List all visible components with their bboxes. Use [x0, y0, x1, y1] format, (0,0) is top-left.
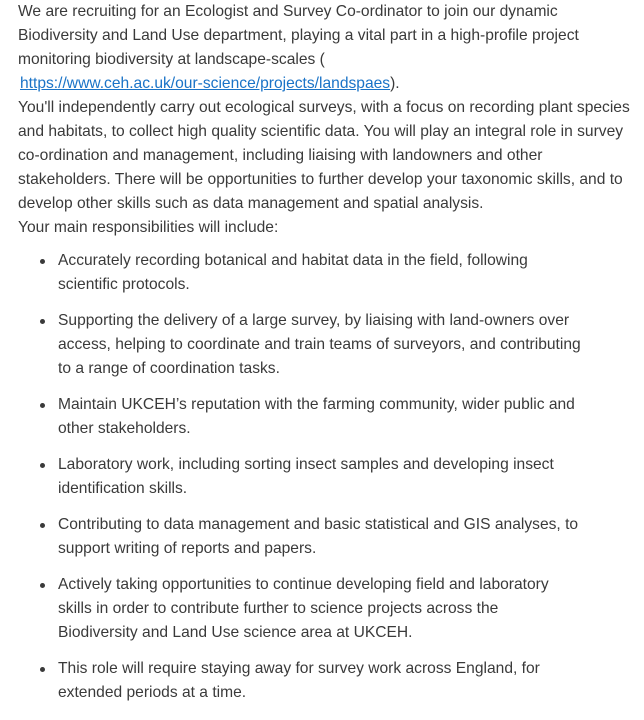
intro-text-end: ). [390, 75, 400, 92]
list-item-text: Laboratory work, including sorting insect samples and developing insect identification skills. [58, 456, 554, 497]
list-item [40, 657, 558, 705]
bullet-icon [40, 259, 45, 264]
list-item-text: Maintain UKCEH’s reputation with the farming community, wider public and other stakeholders. [58, 396, 575, 437]
list-item [40, 573, 558, 645]
project-link[interactable]: https://www.ceh.ac.uk/our-science/projects/landspaes [20, 75, 391, 92]
list-item-text: This role will require staying away for survey work across England, for extended periods at a time. [58, 660, 540, 701]
list-item [40, 453, 578, 501]
list-item [40, 309, 586, 381]
list-item-text: Contributing to data management and basic statistical and GIS analyses, to support writing of reports and papers. [58, 516, 579, 557]
bullet-icon [40, 403, 45, 408]
intro-text: We are recruiting for an Ecologist and Survey Co-ordinator to join our dynamic Biodiversity and Land Use department, playing a vital part in a high-profile project monitoring biodiversity at landscape-scales ( [18, 3, 579, 68]
bullet-icon [40, 319, 45, 324]
list-item-text: Accurately recording botanical and habitat data in the field, following scientific protocols. [58, 252, 528, 293]
list-item [40, 513, 600, 561]
list-item [40, 249, 576, 297]
list-item [40, 393, 598, 441]
list-item-text: Supporting the delivery of a large survey, by liaising with land-owners over access, helping to coordinate and train teams of surveyors, and contributing to a range of coordination tasks. [58, 312, 581, 377]
bullet-icon [40, 667, 45, 672]
bullet-icon [40, 463, 45, 468]
responsibilities-list [18, 249, 642, 705]
responsibilities-heading: Your main responsibilities will include: [18, 219, 279, 236]
role-description-paragraph: You'll independently carry out ecological surveys, with a focus on recording plant species and habitats, to collect high quality scientific data. You will play an integral role in survey co-ordination and management, including liaising with landowners and other stakeholders. There will be opportunities to further develop your taxonomic skills, and to develop other skills such as data management and spatial analysis. [18, 99, 630, 212]
bullet-icon [40, 523, 45, 528]
bullet-icon [40, 583, 45, 588]
intro-paragraph [18, 0, 618, 96]
list-item-text: Actively taking opportunities to continue developing field and laboratory skills in order to contribute further to science projects across the Biodiversity and Land Use science area at UKCEH. [58, 576, 549, 641]
